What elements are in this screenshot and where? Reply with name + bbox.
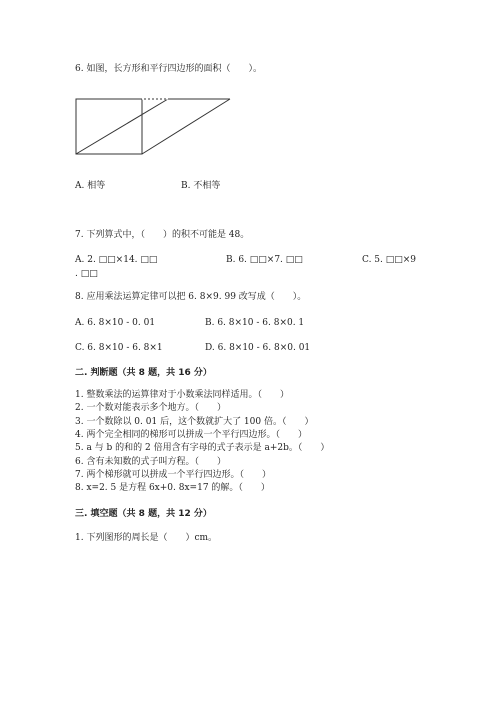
- judge-item-5: 5. a 与 b 的和的 2 倍用含有字母的式子表示是 a+2b。（ ）: [75, 443, 330, 453]
- judge-item-6: 6. 含有未知数的式子叫方程。（ ）: [75, 457, 226, 467]
- q8-stem: 8. 应用乘法运算定律可以把 6. 8×9. 99 改写成（ ）。: [75, 292, 307, 302]
- q8-option-a: A. 6. 8×10 - 0. 01: [75, 318, 156, 328]
- q7-option-a: A. 2. □□×14. □□: [75, 255, 158, 265]
- q7-option-c-continued: . □□: [75, 269, 98, 279]
- section3-title: 三. 填空题（共 8 题，共 12 分）: [75, 509, 212, 519]
- parallelogram-left-side: [76, 99, 168, 154]
- parallelogram-right-side: [142, 99, 230, 154]
- q6-option-a: A. 相等: [75, 181, 106, 191]
- q6-stem: 6. 如图，长方形和平行四边形的面积（ ）。: [75, 64, 262, 74]
- judge-item-1: 1. 整数乘法的运算律对于小数乘法同样适用。（ ）: [75, 390, 289, 400]
- judge-item-3: 3. 一个数除以 0. 01 后，这个数就扩大了 100 倍。（ ）: [75, 417, 314, 427]
- rectangle-shape: [76, 99, 142, 154]
- q8-option-c: C. 6. 8×10 - 6. 8×1: [75, 343, 163, 353]
- judge-item-7: 7. 两个梯形就可以拼成一个平行四边形。（ ）: [75, 470, 271, 480]
- rectangle-parallelogram-figure: [74, 96, 234, 158]
- q8-option-d: D. 6. 8×10 - 6. 8×0. 01: [205, 343, 311, 353]
- judge-item-8: 8. x=2. 5 是方程 6x+0. 8x=17 的解。（ ）: [75, 483, 270, 493]
- q7-option-c: C. 5. □□×9: [362, 255, 417, 265]
- q6-option-b: B. 不相等: [181, 181, 221, 191]
- fill-item-1: 1. 下列图形的周长是（ ）cm。: [75, 533, 218, 543]
- q7-option-b: B. 6. □□×7. □□: [226, 255, 303, 265]
- section2-title: 二. 判断题（共 8 题，共 16 分）: [75, 368, 212, 378]
- judge-item-4: 4. 两个完全相同的梯形可以拼成一个平行四边形。（ ）: [75, 430, 307, 440]
- judge-item-2: 2. 一个数对能表示多个地方。（ ）: [75, 403, 226, 413]
- q8-option-b: B. 6. 8×10 - 6. 8×0. 1: [205, 318, 305, 328]
- q7-stem: 7. 下列算式中，（ ）的积不可能是 48。: [75, 230, 250, 240]
